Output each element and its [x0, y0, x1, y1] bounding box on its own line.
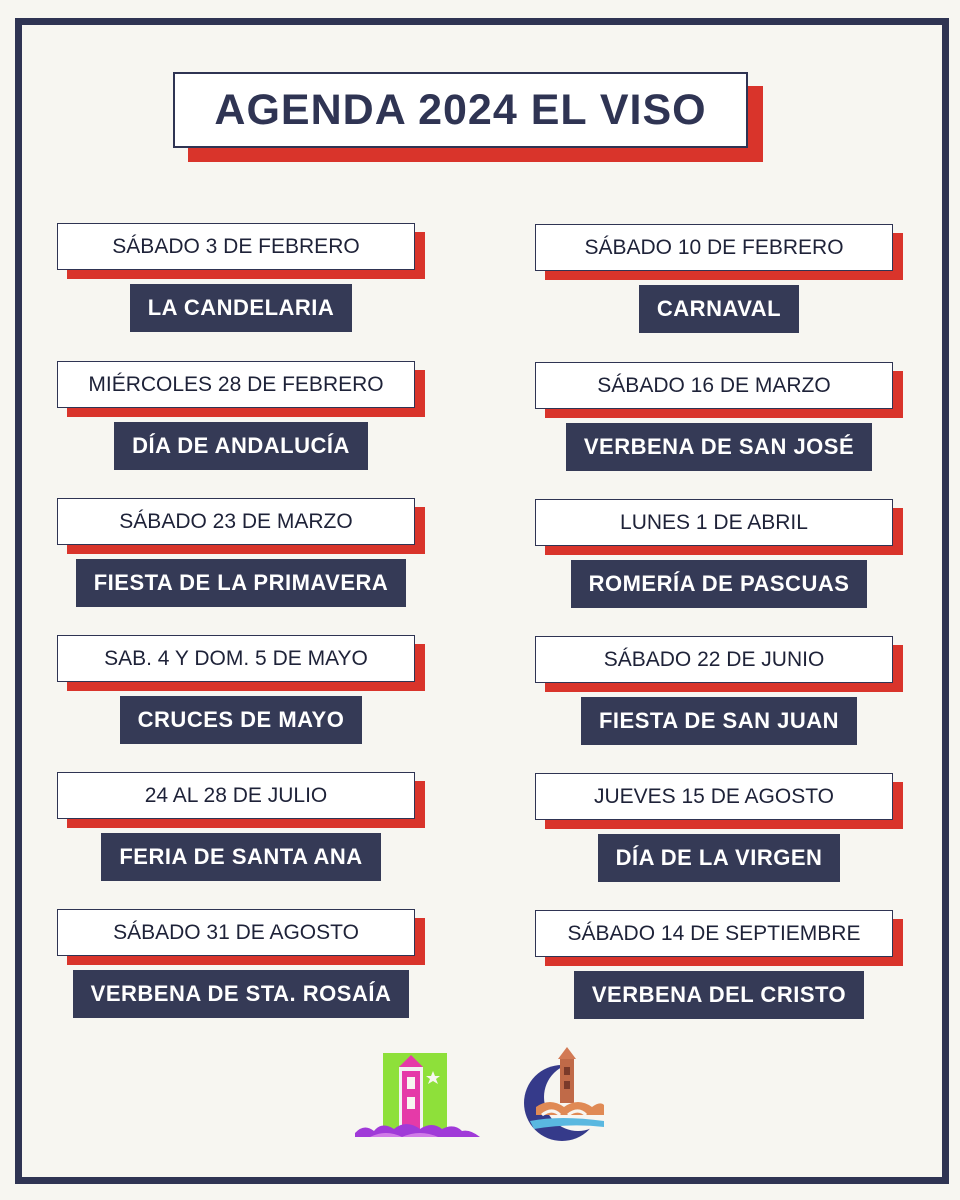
- event-name: FERIA DE SANTA ANA: [101, 833, 380, 881]
- event-name: DÍA DE ANDALUCÍA: [114, 422, 368, 470]
- event-name: DÍA DE LA VIRGEN: [598, 834, 841, 882]
- event-name: FIESTA DE SAN JUAN: [581, 697, 857, 745]
- event-name: VERBENA DEL CRISTO: [574, 971, 864, 1019]
- event-date: SAB. 4 Y DOM. 5 DE MAYO: [57, 635, 415, 682]
- event-date: MIÉRCOLES 28 DE FEBRERO: [57, 361, 415, 408]
- event-name: VERBENA DE SAN JOSÉ: [566, 423, 872, 471]
- event-date: LUNES 1 DE ABRIL: [535, 499, 893, 546]
- event-date: 24 AL 28 DE JULIO: [57, 772, 415, 819]
- title-banner: [173, 72, 748, 148]
- event-card: [535, 499, 893, 611]
- event-date: SÁBADO 22 DE JUNIO: [535, 636, 893, 683]
- event-date: SÁBADO 23 DE MARZO: [57, 498, 415, 545]
- event-name: FIESTA DE LA PRIMAVERA: [76, 559, 407, 607]
- event-card: [535, 362, 893, 474]
- logos: [350, 1045, 610, 1145]
- event-name: CARNAVAL: [639, 285, 799, 333]
- moon-tower-logo-icon: [520, 1045, 620, 1145]
- event-date: SÁBADO 16 DE MARZO: [535, 362, 893, 409]
- event-card: [57, 498, 415, 610]
- page-title: AGENDA 2024 EL VISO: [173, 72, 748, 148]
- event-date: JUEVES 15 DE AGOSTO: [535, 773, 893, 820]
- event-card: [57, 909, 415, 1021]
- event-card: [535, 910, 893, 1022]
- event-date: SÁBADO 31 DE AGOSTO: [57, 909, 415, 956]
- event-name: CRUCES DE MAYO: [120, 696, 363, 744]
- event-card: [57, 772, 415, 884]
- event-card: [535, 773, 893, 885]
- event-name: VERBENA DE STA. ROSAÍA: [73, 970, 410, 1018]
- event-card: [535, 224, 893, 336]
- event-date: SÁBADO 14 DE SEPTIEMBRE: [535, 910, 893, 957]
- event-card: [57, 635, 415, 747]
- event-name: LA CANDELARIA: [130, 284, 353, 332]
- event-name: ROMERÍA DE PASCUAS: [571, 560, 868, 608]
- event-date: SÁBADO 3 DE FEBRERO: [57, 223, 415, 270]
- event-card: [57, 361, 415, 473]
- event-date: SÁBADO 10 DE FEBRERO: [535, 224, 893, 271]
- event-card: [57, 223, 415, 335]
- event-card: [535, 636, 893, 748]
